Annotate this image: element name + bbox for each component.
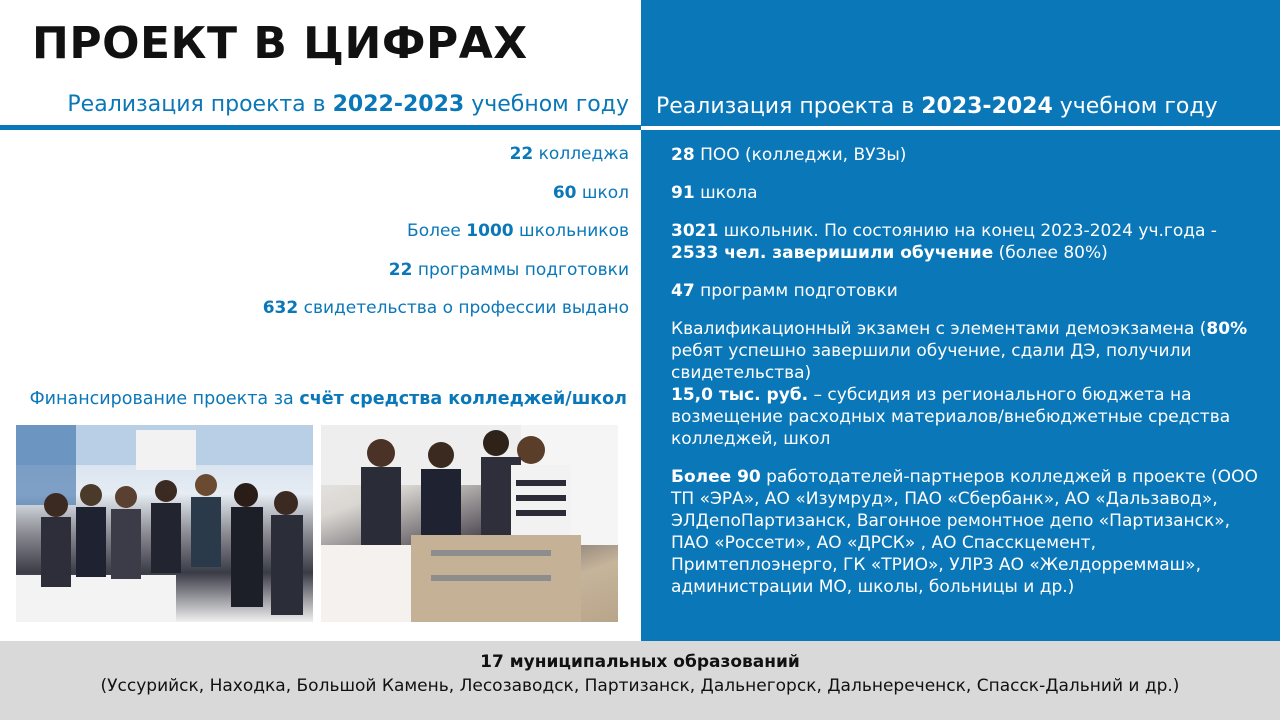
right-heading-year: 2023-2024 <box>921 94 1053 119</box>
left-column-heading <box>67 92 629 117</box>
right-stat-exam: Квалификационный экзамен с элементами демоэкзамена (80% ребят успешно завершили обучение, сдали ДЭ, получили свидетельства) <box>671 319 1248 383</box>
right-panel <box>641 0 1280 641</box>
funding-note: Финансирование проекта за счёт средства колледжей/школ <box>29 389 627 409</box>
students-group-image <box>16 425 313 622</box>
footer-municipalities-count: 17 муниципальных образований <box>480 652 800 672</box>
right-stat-students: 3021 школьник. По состоянию на конец 2023-2024 уч.года - 2533 чел. заверишили обучение (более 80%) <box>671 221 1217 263</box>
left-stat-colleges: 22 колледжа <box>509 144 629 164</box>
right-heading-pre: Реализация проекта в <box>656 94 922 119</box>
page-title: ПРОЕКТ В ЦИФРАХ <box>32 18 528 69</box>
right-divider <box>641 126 1280 130</box>
left-stat-schools: 60 школ <box>552 182 629 203</box>
footer-cities-list: (Уссурийск, Находка, Большой Камень, Лесозаводск, Партизанск, Дальнегорск, Дальнереченск, Спасск-Дальний и др.) <box>100 676 1180 696</box>
right-stat-schools: 91 школа <box>671 183 758 203</box>
right-column-heading <box>656 94 1218 119</box>
left-stat-students: Более 1000 школьников <box>407 221 629 241</box>
right-stat-subsidy: 15,0 тыс. руб. – субсидия из регионального бюджета на возмещение расходных материалов/внебюджетные средства колледжей, школ <box>671 385 1231 449</box>
left-stat-certificates: 632 свидетельства о профессии выдано <box>262 298 629 318</box>
right-stat-organizations: 28 ПОО (колледжи, ВУЗы) <box>671 145 907 165</box>
classroom-photo-1 <box>16 425 313 622</box>
left-heading-pre: Реализация проекта в <box>67 92 333 117</box>
left-stats-list <box>263 144 629 337</box>
left-panel <box>0 0 641 641</box>
right-stat-employers: Более 90 работодателей-партнеров колледжей в проекте (ООО ТП «ЭРА», АО «Изумруд», ПАО «Сбербанк», АО «Дальзавод», ЭЛДепоПартизанск, Вагонное ремонтное депо «Партизанск», ПАО «Россети», АО «ДРСК» , АО Спасскцемент, Примтеплоэнерго, ГК «ТРИО», УЛРЗ АО «Желдорреммаш», администрации МО, школы, больницы и др.) <box>671 467 1258 597</box>
workshop-image <box>321 425 618 622</box>
left-divider <box>0 125 641 130</box>
right-heading-post: учебном году <box>1052 94 1218 119</box>
left-heading-year: 2022-2023 <box>332 92 465 117</box>
left-heading-post: учебном году <box>464 92 629 117</box>
footer-bar <box>0 641 1280 720</box>
classroom-photo-2 <box>321 425 618 622</box>
right-stats-list <box>671 144 1261 614</box>
right-stat-programs: 47 программ подготовки <box>671 281 898 301</box>
left-stat-programs: 22 программы подготовки <box>388 259 629 280</box>
